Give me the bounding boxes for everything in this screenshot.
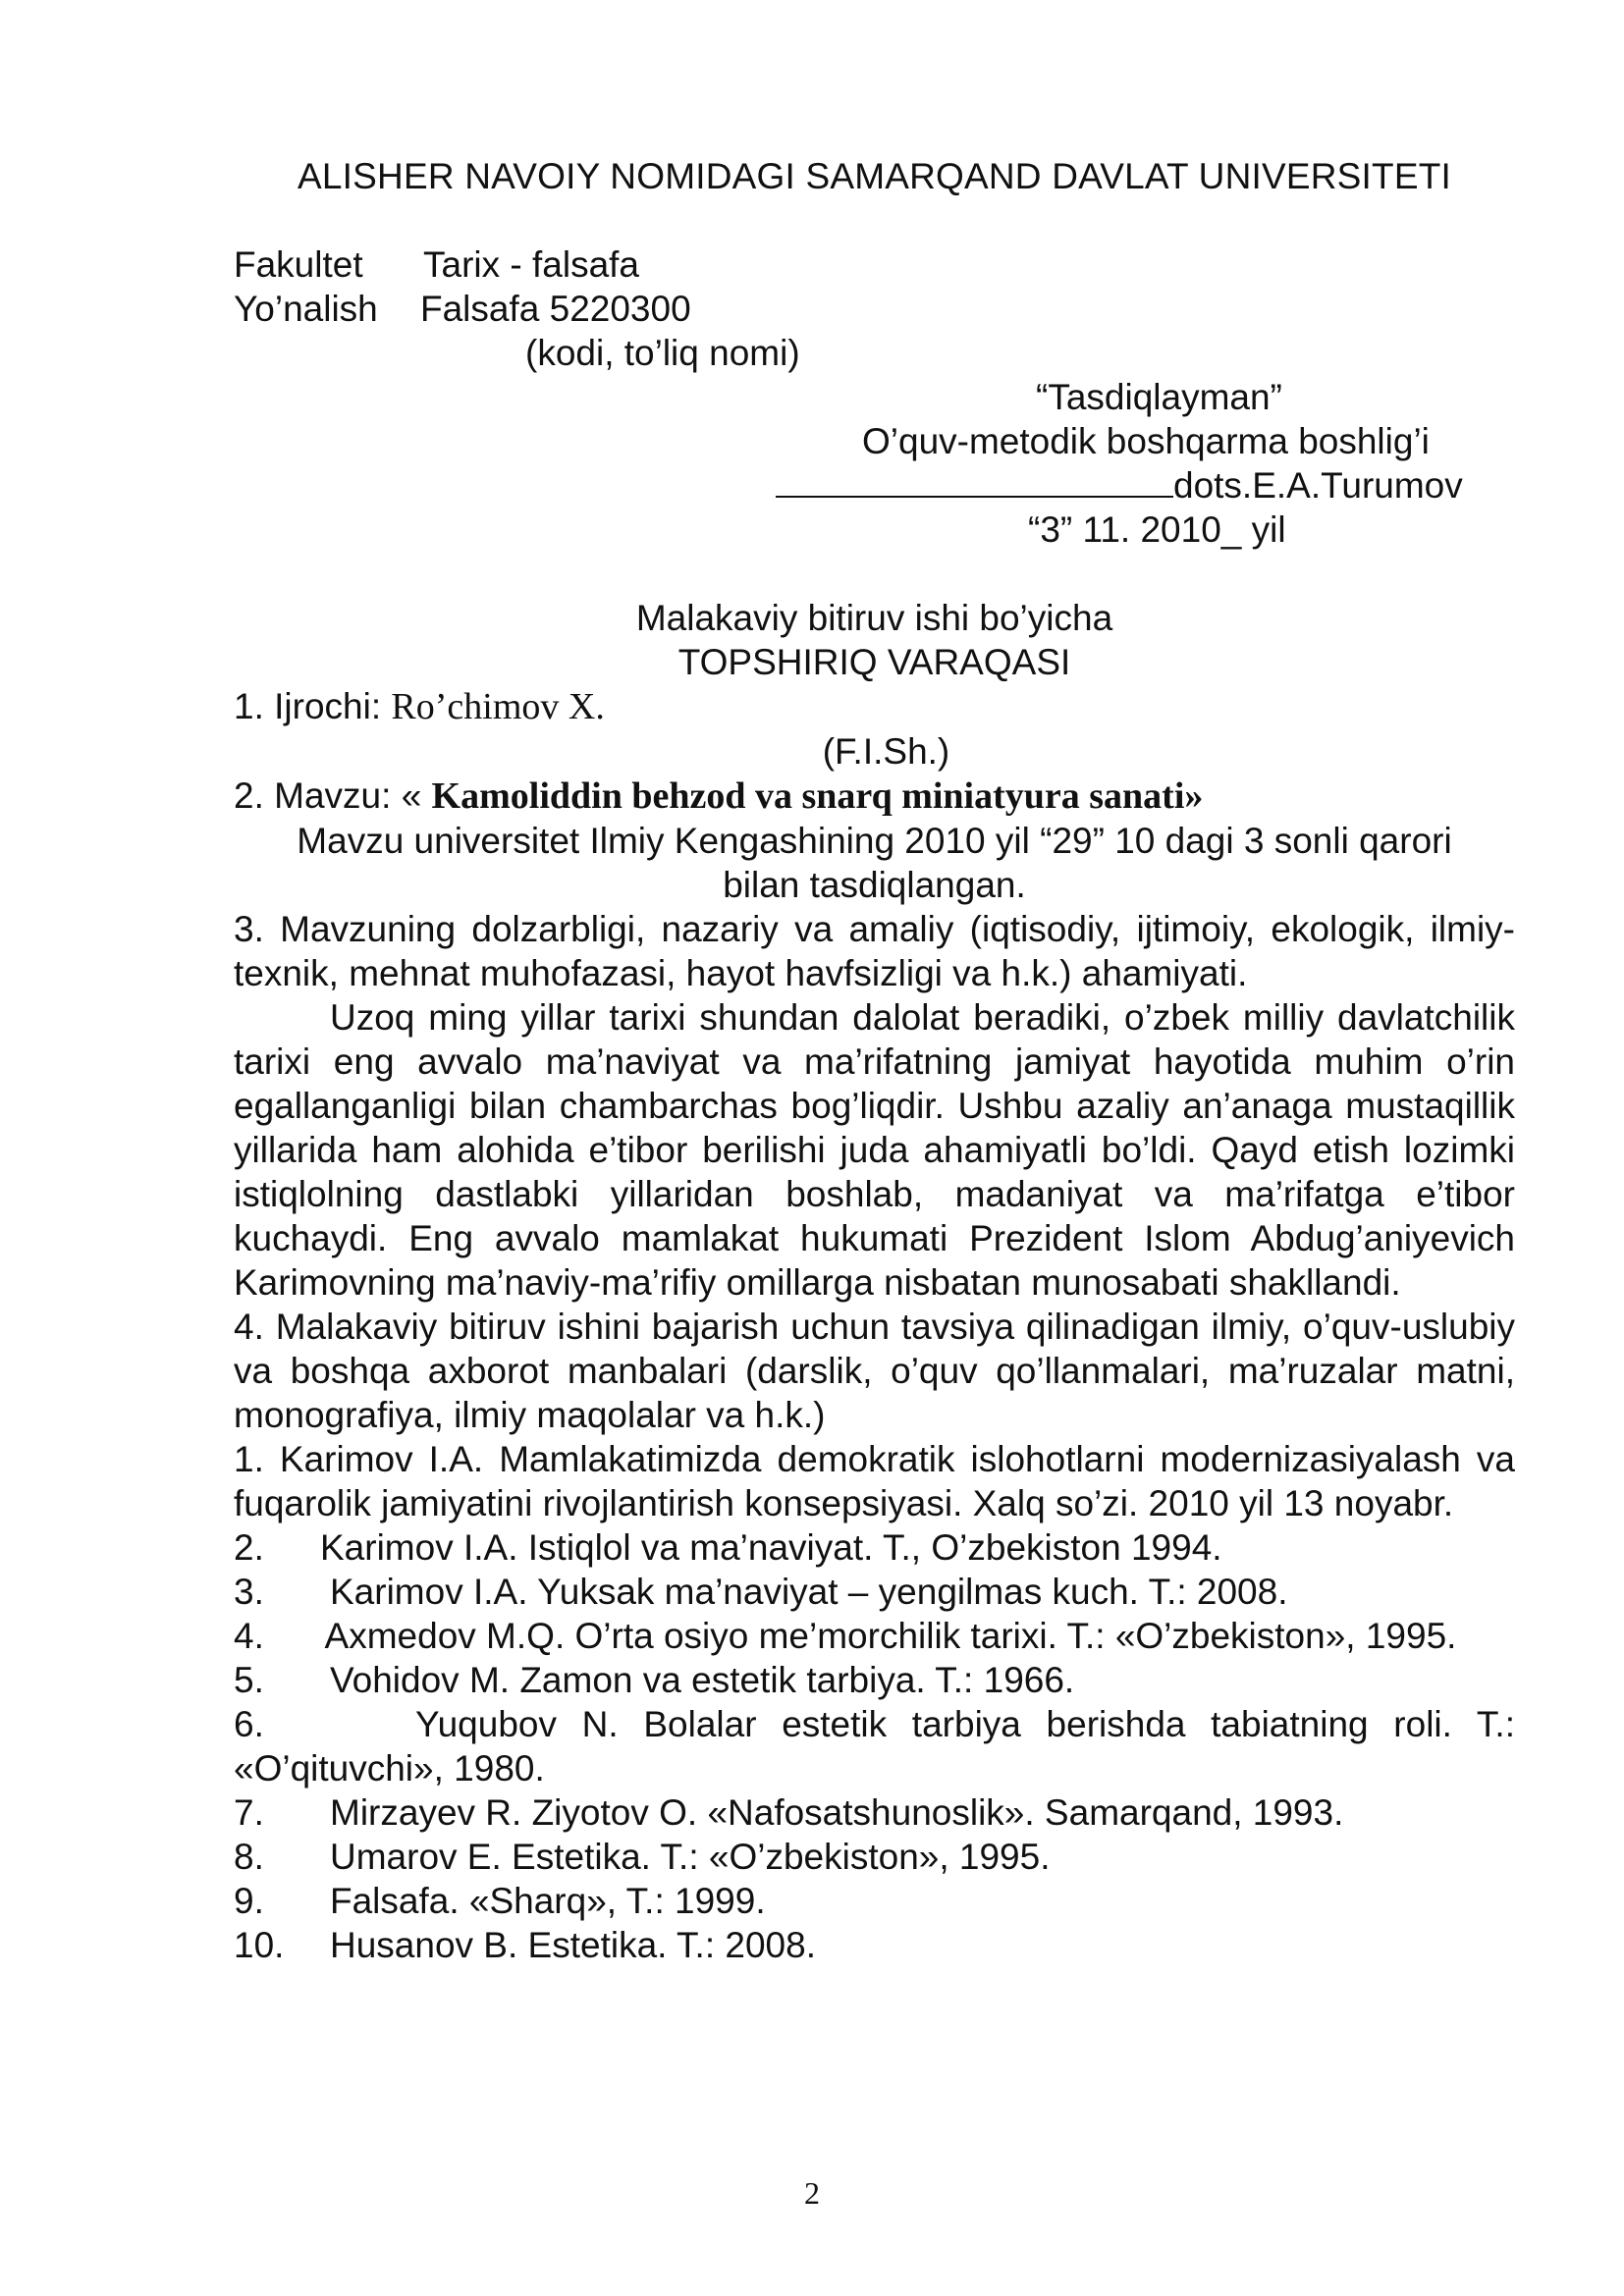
reference-text: Vohidov M. Zamon va estetik tarbiya. T.: 1966. <box>330 1660 1075 1700</box>
reference-text <box>234 1437 1515 1525</box>
reference-number: 9. <box>234 1881 264 1921</box>
reference-number: 7. <box>234 1792 264 1833</box>
topic-approval-line2: bilan tasdiqlangan. <box>723 865 1026 905</box>
reference-number: 6. <box>234 1704 264 1744</box>
executor-row <box>234 684 1515 729</box>
doc-title-line2: TOPSHIRIQ VARAQASI <box>677 642 1071 682</box>
reference-body: Karimov I.A. Mamlakatimizda demokratik islohotlarni modernizasiyalash va fuqarolik jamiyatini rivojlantirish konsepsiyasi. Xalq so’zi. 2010 yil 13 noyabr. <box>234 1439 1515 1523</box>
approval-signer: dots.E.A.Turumov <box>1173 465 1463 506</box>
executor-label: 1. Ijrochi: <box>234 686 382 726</box>
executor-note: (F.I.Sh.) <box>822 731 950 772</box>
direction-row <box>234 287 1515 331</box>
topic-approval-line1: Mavzu universitet Ilmiy Kengashining 2010 yil “29” 10 dagi 3 sonli qarori <box>297 821 1452 861</box>
reference-item <box>234 1923 1515 1967</box>
reference-text: Husanov B. Estetika. T.: 2008. <box>330 1925 816 1965</box>
reference-item <box>234 1702 1515 1790</box>
reference-text: Karimov I.A. Yuksak ma’naviyat – yengilmas kuch. T.: 2008. <box>330 1572 1288 1612</box>
reference-text: Karimov I.A. Istiqlol va ma’naviyat. T., O’zbekiston 1994. <box>320 1527 1222 1568</box>
section4-heading: 4. Malakaviy bitiruv ishini bajarish uchun tavsiya qilinadigan ilmiy, o’quv-uslubiy va boshqa axborot manbalari (darslik, o’quv qo’llanmalari, ma’ruzalar matni, monografiya, ilmiy maqolalar va h.k.) <box>234 1307 1515 1435</box>
topic-row <box>234 774 1515 819</box>
document-content <box>234 154 1515 1967</box>
faculty-label: Fakultet <box>234 244 363 285</box>
direction-value: Falsafa 5220300 <box>420 289 691 329</box>
reference-item <box>234 1658 1515 1702</box>
section3-heading: 3. Mavzuning dolzarbligi, nazariy va amaliy (iqtisodiy, ijtimoiy, ekologik, ilmiy-texnik, mehnat muhofazasi, hayot havfsizligi va h.k.) ahamiyati. <box>234 909 1515 993</box>
approval-position: O’quv-metodik boshqarma boshlig’i <box>862 421 1430 461</box>
doc-title-line1: Malakaviy bitiruv ishi bo’yicha <box>635 598 1113 638</box>
reference-item <box>234 1790 1515 1835</box>
reference-item <box>234 1437 1515 1525</box>
topic-label: 2. Mavzu: <box>234 775 392 816</box>
reference-item <box>234 1879 1515 1923</box>
reference-number: 4. <box>234 1616 264 1656</box>
university-title: ALISHER NAVOIY NOMIDAGI SAMARQAND DAVLAT UNIVERSITETI <box>298 156 1451 196</box>
approval-title: “Tasdiqlayman” <box>1036 377 1282 417</box>
reference-item <box>234 1525 1515 1570</box>
topic-close-quote: » <box>1184 775 1204 817</box>
reference-item <box>234 1614 1515 1658</box>
topic-open-quote: « <box>401 775 422 816</box>
spacer <box>234 552 1515 596</box>
reference-text: Mirzayev R. Ziyotov O. «Nafosatshunoslik». Samarqand, 1993. <box>330 1792 1344 1833</box>
reference-number: 5. <box>234 1660 264 1700</box>
reference-number: 2. <box>234 1527 264 1568</box>
reference-number: 1. <box>234 1439 264 1479</box>
approval-signature-line <box>776 463 1463 507</box>
reference-number: 8. <box>234 1837 264 1877</box>
reference-text: Falsafa. «Sharq», T.: 1999. <box>330 1881 766 1921</box>
section3-body: Uzoq ming yillar tarixi shundan dalolat beradiki, o’zbek milliy davlatchilik tarixi eng avvalo ma’naviyat va ma’rifatning jamiyat hayotida muhim o’rin egallanganligi bilan chambarchas bog’liqdir. Ushbu azaliy an’anaga mustaqillik yillarida ham alohida e’tibor berilishi juda ahamiyatli bo’ldi. Qayd etish lozimki istiqlolning dastlabki yillaridan boshlab, madaniyat va ma’rifatga e’tibor kuchaydi. Eng avvalo mamlakat hukumati Prezident Islom Abdug’aniyevich Karimovning ma’naviy-ma’rifiy omillarga nisbatan munosabati shakllandi. <box>234 997 1515 1303</box>
approval-block <box>234 375 1515 552</box>
reference-text: Yuqubov N. Bolalar estetik tarbiya berishda tabiatning roli. T.: «O’qituvchi», 1980. <box>234 1704 1515 1789</box>
reference-text: Axmedov M.Q. O’rta osiyo me’morchilik tarixi. T.: «O’zbekiston», 1995. <box>324 1616 1457 1656</box>
executor-name: Ro’chimov X. <box>391 686 605 727</box>
spacer <box>234 198 1515 242</box>
reference-number: 10. <box>234 1925 285 1965</box>
page-number: 2 <box>804 2175 820 2211</box>
approval-date: “3” 11. 2010_ yil <box>1028 509 1286 550</box>
direction-label: Yo’nalish <box>234 289 378 329</box>
faculty-value: Tarix - falsafa <box>423 244 640 285</box>
signature-underline <box>776 466 1173 498</box>
reference-text: Umarov E. Estetika. T.: «O’zbekiston», 1995. <box>330 1837 1051 1877</box>
reference-number: 3. <box>234 1572 264 1612</box>
reference-item <box>234 1570 1515 1614</box>
faculty-row <box>234 242 1515 287</box>
direction-note: (kodi, to’liq nomi) <box>525 333 800 373</box>
topic-value: Kamoliddin behzod va snarq miniatyura sanati <box>431 775 1185 817</box>
reference-item <box>234 1835 1515 1879</box>
